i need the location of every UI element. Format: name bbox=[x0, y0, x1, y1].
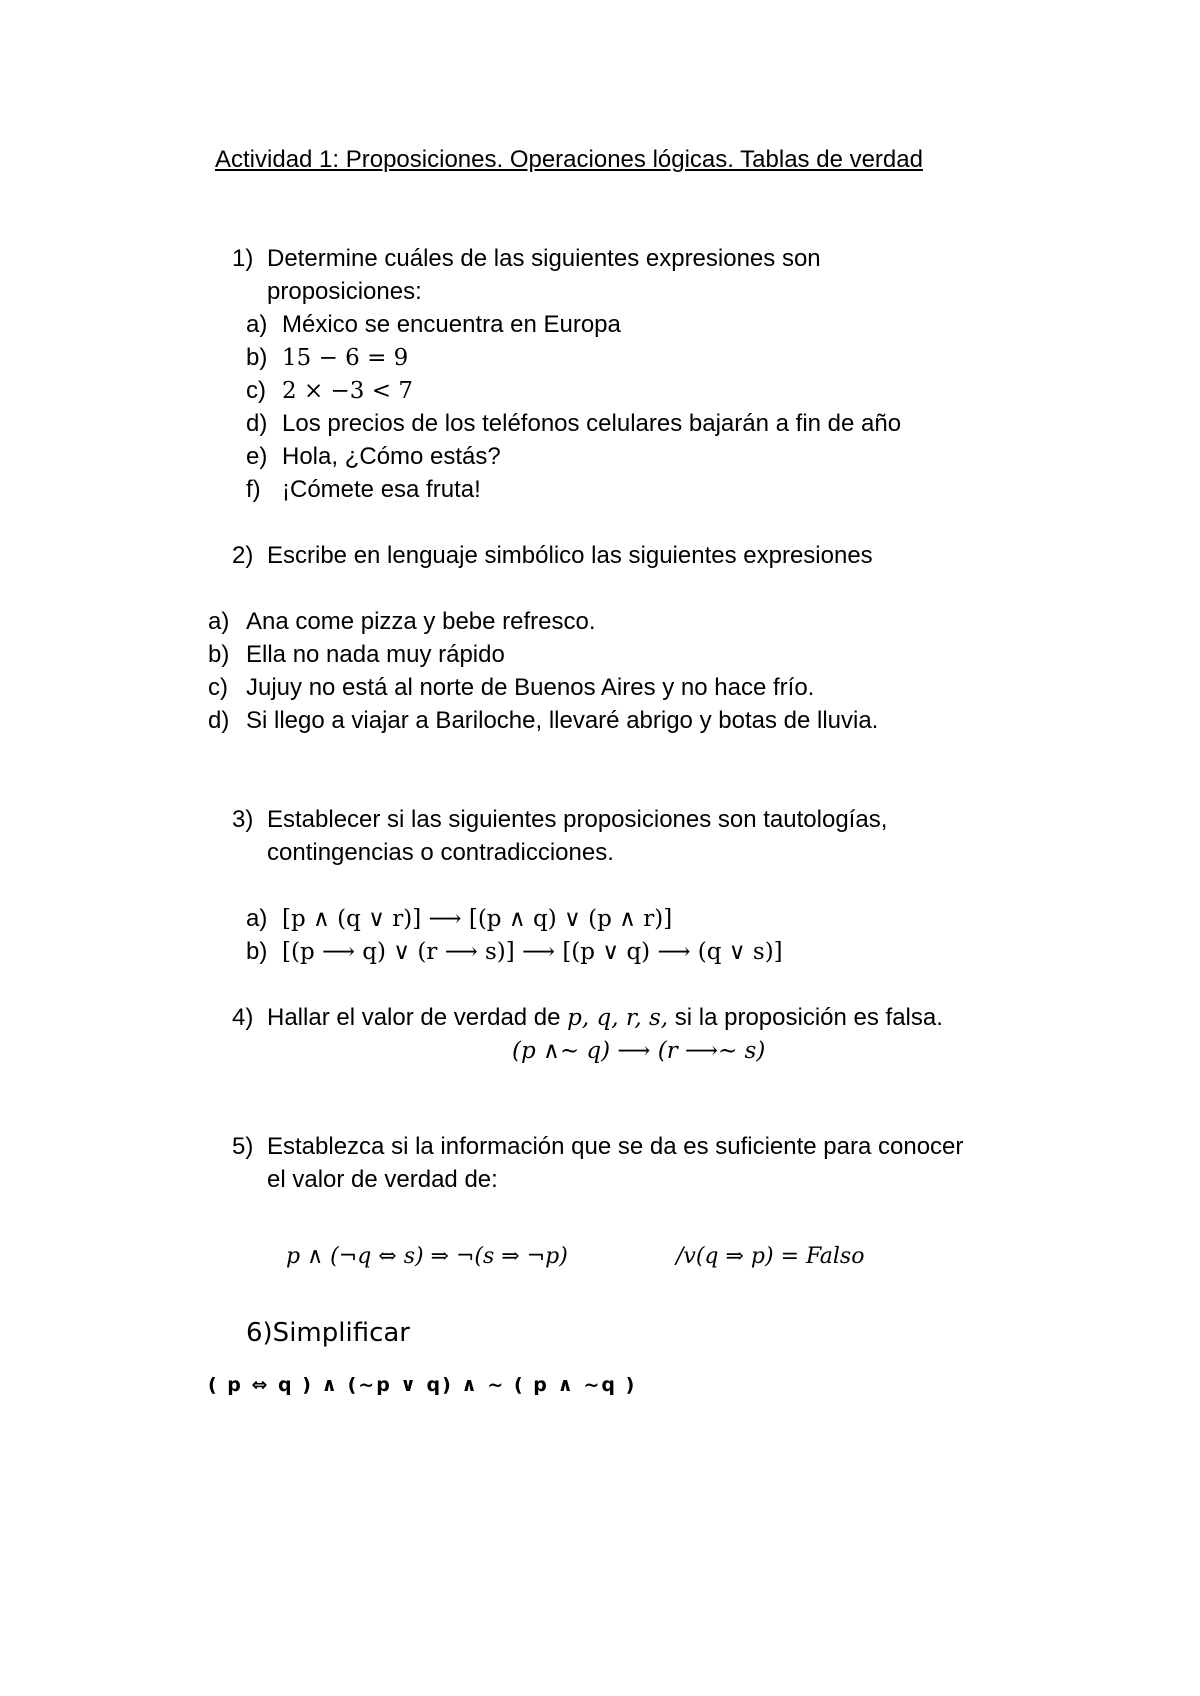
question-4-text bbox=[267, 1003, 943, 1033]
list-marker: a) bbox=[246, 311, 268, 338]
question-2-text: Escribe en lenguaje simbólico las siguientes expresiones bbox=[267, 542, 873, 569]
question-number: 2) bbox=[232, 542, 254, 569]
question-number: 1) bbox=[232, 245, 254, 272]
list-marker: d) bbox=[208, 707, 230, 734]
list-marker: b) bbox=[208, 641, 230, 668]
formula: p ∧ (¬q ⇔ s) ⇒ ¬(s ⇒ ¬p) bbox=[286, 1244, 568, 1269]
list-marker: a) bbox=[208, 608, 230, 635]
list-item: Si llego a viajar a Bariloche, llevaré abrigo y botas de lluvia. bbox=[246, 707, 879, 734]
formula: (p ∧∼ q) ⟶ (r ⟶∼ s) bbox=[512, 1038, 766, 1064]
formula: ( p ⇔ q ) ∧ (~p ∨ q) ∧ ~ ( p ∧ ~q ) bbox=[208, 1374, 637, 1396]
question-number: 4) bbox=[232, 1004, 254, 1031]
formula: [p ∧ (q ∨ r)] ⟶ [(p ∧ q) ∨ (p ∧ r)] bbox=[282, 906, 673, 932]
list-item: Ella no nada muy rápido bbox=[246, 641, 505, 668]
list-marker: a) bbox=[246, 905, 268, 932]
condition: /v(q ⇒ p) = Falso bbox=[676, 1244, 865, 1269]
question-3-text: Establecer si las siguientes proposiciones son tautologías, bbox=[267, 806, 888, 833]
list-item-math: 2 × −3 < 7 bbox=[282, 378, 413, 404]
list-item: ¡Cómete esa fruta! bbox=[282, 476, 481, 503]
list-item-math: 15 − 6 = 9 bbox=[282, 345, 409, 371]
list-marker: e) bbox=[246, 443, 268, 470]
list-item: Hola, ¿Cómo estás? bbox=[282, 443, 501, 470]
question-number: 3) bbox=[232, 806, 254, 833]
list-item: Los precios de los teléfonos celulares bajarán a fin de año bbox=[282, 410, 902, 437]
formula: [(p ⟶ q) ∨ (r ⟶ s)] ⟶ [(p ∨ q) ⟶ (q ∨ s)] bbox=[282, 939, 783, 965]
question-5-text: Establezca si la información que se da es suficiente para conocer bbox=[267, 1133, 964, 1160]
question-1-text-cont: proposiciones: bbox=[267, 278, 422, 305]
question-1-text: Determine cuáles de las siguientes expresiones son bbox=[267, 245, 821, 272]
list-marker: c) bbox=[208, 674, 228, 701]
question-4-text-after: si la proposición es falsa. bbox=[674, 1004, 943, 1031]
list-item: Jujuy no está al norte de Buenos Aires y no hace frío. bbox=[246, 674, 815, 701]
list-marker: b) bbox=[246, 344, 268, 371]
question-1 bbox=[232, 244, 253, 274]
list-item: México se encuentra en Europa bbox=[282, 311, 621, 338]
list-marker: f) bbox=[246, 476, 261, 503]
question-6-heading: 6)Simplificar bbox=[246, 1318, 410, 1348]
variables: p, q, r, s, bbox=[567, 1005, 669, 1031]
question-number: 5) bbox=[232, 1133, 254, 1160]
list-marker: c) bbox=[246, 377, 266, 404]
question-4 bbox=[232, 1003, 253, 1033]
list-item: Ana come pizza y bebe refresco. bbox=[246, 608, 596, 635]
question-4-text-before: Hallar el valor de verdad de bbox=[267, 1004, 561, 1031]
question-3-text-cont: contingencias o contradicciones. bbox=[267, 839, 614, 866]
list-marker: b) bbox=[246, 938, 268, 965]
page-title: Actividad 1: Proposiciones. Operaciones lógicas. Tablas de verdad bbox=[215, 146, 923, 173]
question-5-text-cont: el valor de verdad de: bbox=[267, 1166, 498, 1193]
list-marker: d) bbox=[246, 410, 268, 437]
